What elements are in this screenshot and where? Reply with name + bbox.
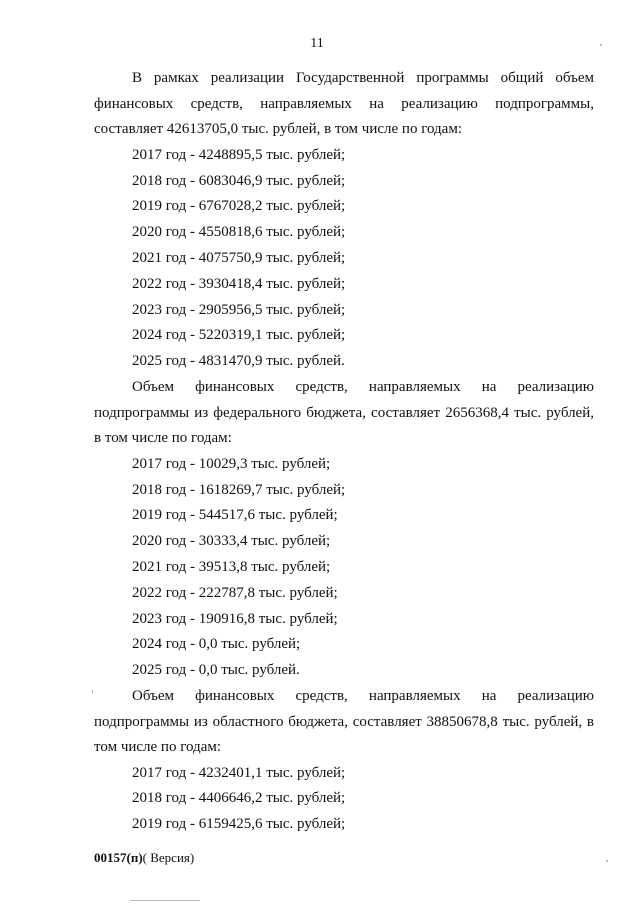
list-item: 2018 год - 6083046,9 тыс. рублей; <box>132 172 346 189</box>
section3-year-list <box>94 761 594 838</box>
list-item: 2020 год - 30333,4 тыс. рублей; <box>132 533 331 550</box>
scan-speck <box>600 44 602 46</box>
scan-speck <box>606 860 608 862</box>
list-item: 2017 год - 10029,3 тыс. рублей; <box>132 455 331 472</box>
section2-year-list <box>94 452 594 684</box>
list-item: 2022 год - 3930418,4 тыс. рублей; <box>132 275 346 292</box>
list-item: 2019 год - 6159425,6 тыс. рублей; <box>132 816 346 833</box>
list-item: 2020 год - 4550818,6 тыс. рублей; <box>132 224 346 241</box>
document-body <box>94 66 594 838</box>
section2-intro: Объем финансовых средств, направляемых на реализацию подпрограммы из федерального бюджета, составляет 2656368,4 тыс. рублей, в том числе по годам: <box>94 378 594 447</box>
scan-speck <box>130 900 200 901</box>
section1-year-list <box>94 143 594 375</box>
section1-intro: В рамках реализации Государственной программы общий объем финансовых средств, направляемых на реализацию подпрограммы, составляет 42613705,0 тыс. рублей, в том числе по годам: <box>94 70 594 138</box>
footer-version <box>94 850 194 866</box>
list-item: 2017 год - 4248895,5 тыс. рублей; <box>132 146 346 163</box>
list-item: 2018 год - 4406646,2 тыс. рублей; <box>132 790 346 807</box>
list-item: 2023 год - 2905956,5 тыс. рублей; <box>132 301 346 318</box>
list-item: 2019 год - 544517,6 тыс. рублей; <box>132 507 338 524</box>
page-number: 11 <box>310 36 324 51</box>
section3-intro: Объем финансовых средств, направляемых на реализацию подпрограммы из областного бюджета, составляет 38850678,8 тыс. рублей, в том числе по годам: <box>94 687 594 756</box>
list-item: 2022 год - 222787,8 тыс. рублей; <box>132 584 338 601</box>
list-item: 2024 год - 5220319,1 тыс. рублей; <box>132 327 346 344</box>
list-item: 2021 год - 4075750,9 тыс. рублей; <box>132 249 346 266</box>
list-item: 2025 год - 4831470,9 тыс. рублей. <box>132 353 345 370</box>
list-item: 2018 год - 1618269,7 тыс. рублей; <box>132 481 346 498</box>
list-item: 2017 год - 4232401,1 тыс. рублей; <box>132 764 346 781</box>
list-item: 2024 год - 0,0 тыс. рублей; <box>132 636 301 653</box>
list-item: 2021 год - 39513,8 тыс. рублей; <box>132 558 331 575</box>
list-item: 2019 год - 6767028,2 тыс. рублей; <box>132 198 346 215</box>
footer-version-label: ( Версия) <box>142 850 195 865</box>
footer-code: 00157(п) <box>94 850 143 865</box>
list-item: 2025 год - 0,0 тыс. рублей. <box>132 662 300 679</box>
scan-speck <box>92 690 93 693</box>
list-item: 2023 год - 190916,8 тыс. рублей; <box>132 610 338 627</box>
